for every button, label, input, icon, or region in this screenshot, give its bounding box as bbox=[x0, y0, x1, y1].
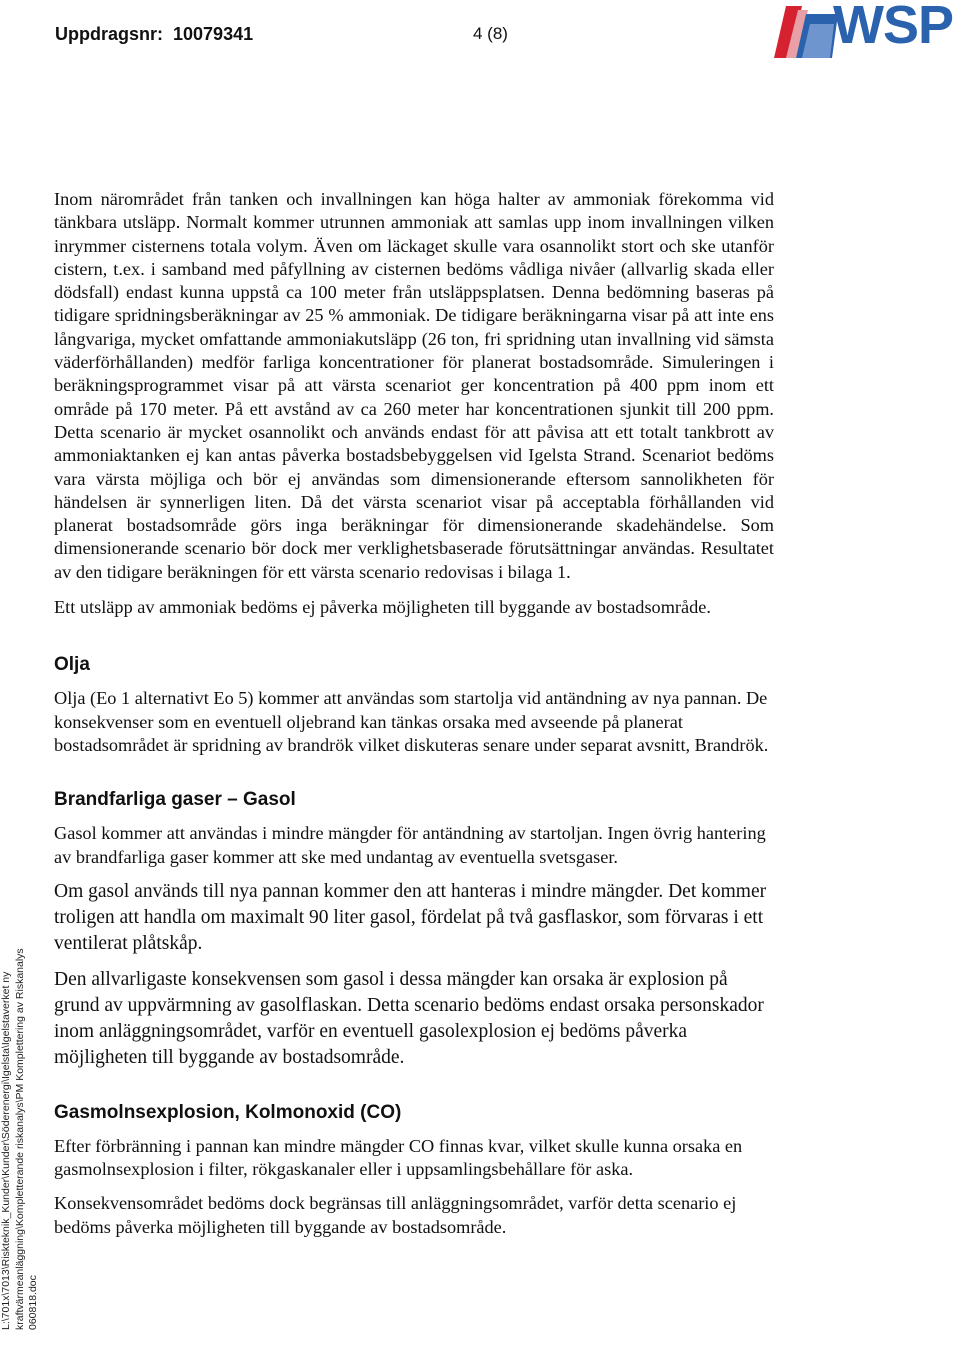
heading-olja: Olja bbox=[54, 654, 90, 676]
file-path-line-2: kraftvärmeanläggning\Kompletterande riskanalys\PM Komplettering av Riskanalys bbox=[13, 948, 26, 1330]
heading-co: Gasmolnsexplosion, Kolmonoxid (CO) bbox=[54, 1101, 402, 1123]
paragraph-gasol-3: Den allvarligaste konsekvensen som gasol i dessa mängder kan orsaka är explosion på grund av uppvärmning av gasolflaskan. Detta scenario bedöms endast orsaka personskador inom anläggningsområdet, varför en eventuell gasolexplosion ej bedöms påverka möjligheten till byggande av bostadsområde. bbox=[54, 968, 764, 1068]
file-path-line-3: 060818.doc bbox=[27, 1275, 39, 1330]
file-path-line-1: L:\701x\7013\Riskteknik_Kunder\Kunder\Söderenergi\Igelsta\Igelstaverket ny bbox=[0, 971, 12, 1330]
paragraph-ammonia: Inom närområdet från tanken och invallningen kan höga halter av ammoniak förekomma vid tänkbara utsläpp. Normalt kommer utrunnen ammoniak att samlas upp inom invallningen vilken inrymmer cisternens totala volym. Även om läckaget skulle vara osannolikt stort och ske utanför cistern, t.ex. i samband med påfyllning av cisternen bedöms vådliga nivåer (allvarlig skada eller dödsfall) endast kunna uppstå ca 100 meter från utsläppsplatsen. Denna bedömning baseras på tidigare spridningsberäkningar av 25 % ammoniak. De tidigare beräkningarna visar på att inte ens långvariga, mycket omfattande ammoniakutsläpp (26 ton, fri spridning utan invallning vid sämsta väderförhållanden) medför farliga koncentrationer för planerat bostadsområde. Simuleringen i beräkningsprogrammet visar på att värsta scenariot ger koncentration på 400 ppm inom ett område på 170 meter. På ett avstånd av ca 260 meter har koncentrationen sjunkit till 200 ppm. Detta scenario är mycket osannolikt och används endast för att påvisa att ett totalt tankbrott av ammoniaktanken ej kan antas påverka bostadsbebyggelsen vid Igelsta Strand. Scenariot bedöms vara värsta möjliga och bör ej användas som dimensionerande eftersom sannolikheten för händelsen är synnerligen liten. Då det värsta scenariot visar på acceptabla förhållanden vid planerat bostadsområde görs inga beräkningar för dimensionerande skadehändelse. Som dimensionerande scenario bör dock mer verklighetsbaserade förutsättningar användas. Resultatet av den tidigare beräkningen för ett värsta scenario redovisas i bilaga 1. bbox=[54, 189, 774, 582]
paragraph-olja: Olja (Eo 1 alternativt Eo 5) kommer att användas som startolja vid antändning av nya pannan. De konsekvenser som en eventuell oljebrand kan tänkas orsaka med avseende på planerat bostadsområdet är spridning av brandrök vilket diskuteras senare under separat avsnitt, Brandrök. bbox=[54, 688, 769, 755]
page-header bbox=[0, 0, 960, 70]
paragraph-gasol-1: Gasol kommer att användas i mindre mängder för antändning av startoljan. Ingen övrig hantering av brandfarliga gaser kommer att ske med undantag av eventuella svetsgaser. bbox=[54, 823, 766, 867]
page-number: 4 (8) bbox=[473, 24, 508, 43]
paragraph-ammonia-conclusion: Ett utsläpp av ammoniak bedöms ej påverka möjligheten till byggande av bostadsområde. bbox=[54, 597, 711, 618]
document-body bbox=[54, 188, 774, 1239]
assignment-number: Uppdragsnr: 10079341 bbox=[55, 24, 254, 44]
wsp-logo-text: WSP bbox=[833, 0, 954, 55]
paragraph-gasol-2: Om gasol används till nya pannan kommer den att hanteras i mindre mängder. Det kommer troligen att handla om maximalt 90 liter gasol, fördelat på två gasflaskor, som förvaras i ett ventilerat plåtskåp. bbox=[54, 880, 767, 954]
wsp-logo bbox=[772, 0, 960, 60]
gasol-details bbox=[54, 879, 774, 1071]
heading-gasol: Brandfarliga gaser – Gasol bbox=[54, 789, 296, 811]
file-path-sidebar bbox=[0, 930, 60, 1330]
paragraph-co-2: Konsekvensområdet bedöms dock begränsas till anläggningsområdet, varför detta scenario ej bedöms påverka möjligheten till byggande av bostadsområde. bbox=[54, 1193, 737, 1237]
wsp-logo-mark-icon bbox=[772, 0, 842, 60]
paragraph-co-1: Efter förbränning i pannan kan mindre mängder CO finnas kvar, vilket skulle kunna orsaka en gasmolnsexplosion i filter, rökgaskanaler eller i uppsamlingsbehållare för aska. bbox=[54, 1135, 743, 1180]
